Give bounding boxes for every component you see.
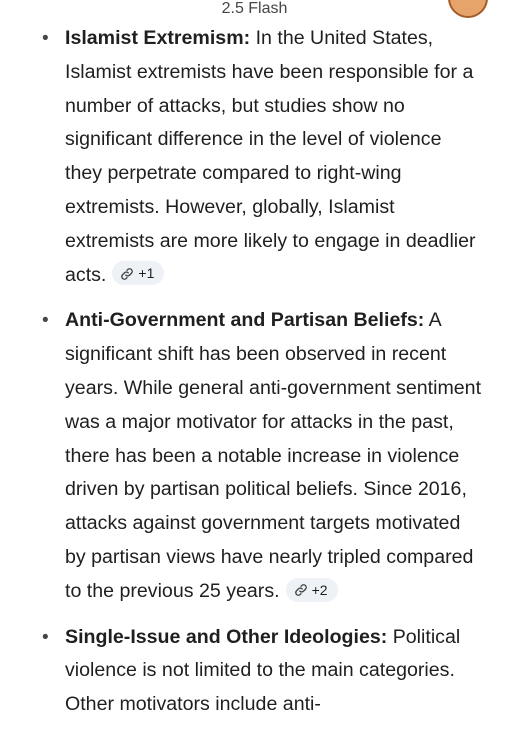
item-text: A significant shift has been observed in recent years. While general anti-government sentiment was a major motivator for attacks in the past, there has been a notable increase in violence driven by partisan political beliefs. Since 2016, attacks against government targets motivated by partisan views have nearly tripled compared to the previous 25 years. [65,309,482,602]
item-text: Political violence is not limited to the main categories. Other motivators include anti- [65,625,461,716]
list-item [0,621,509,722]
link-icon [294,583,308,597]
item-term: Single-Issue and Other Ideologies: [65,625,388,648]
bullet-icon: • [42,626,49,648]
item-text: In the United States, Islamist extremists have been responsible for a number of attacks, but studies show no significant difference in the level of violence they perpetrate compared to right-wing extremists. However, globally, Islamist extremists are more likely to engage in deadlier acts. [65,27,476,286]
citation-chip[interactable] [112,261,164,285]
citation-count: +2 [311,581,328,598]
list-item [0,22,509,292]
citation-chip[interactable] [286,578,338,602]
bullet-icon: • [42,28,49,49]
item-term: Anti-Government and Partisan Beliefs: [65,309,425,332]
list-item [0,304,509,608]
bullet-icon: • [42,310,49,332]
citation-count: +1 [138,265,155,282]
link-icon [120,267,134,281]
top-bar [0,0,509,22]
response-content [0,22,509,734]
bullet-list [0,22,509,722]
model-selector[interactable]: 2.5 Flash [221,0,288,17]
item-term: Islamist Extremism: [65,27,251,49]
